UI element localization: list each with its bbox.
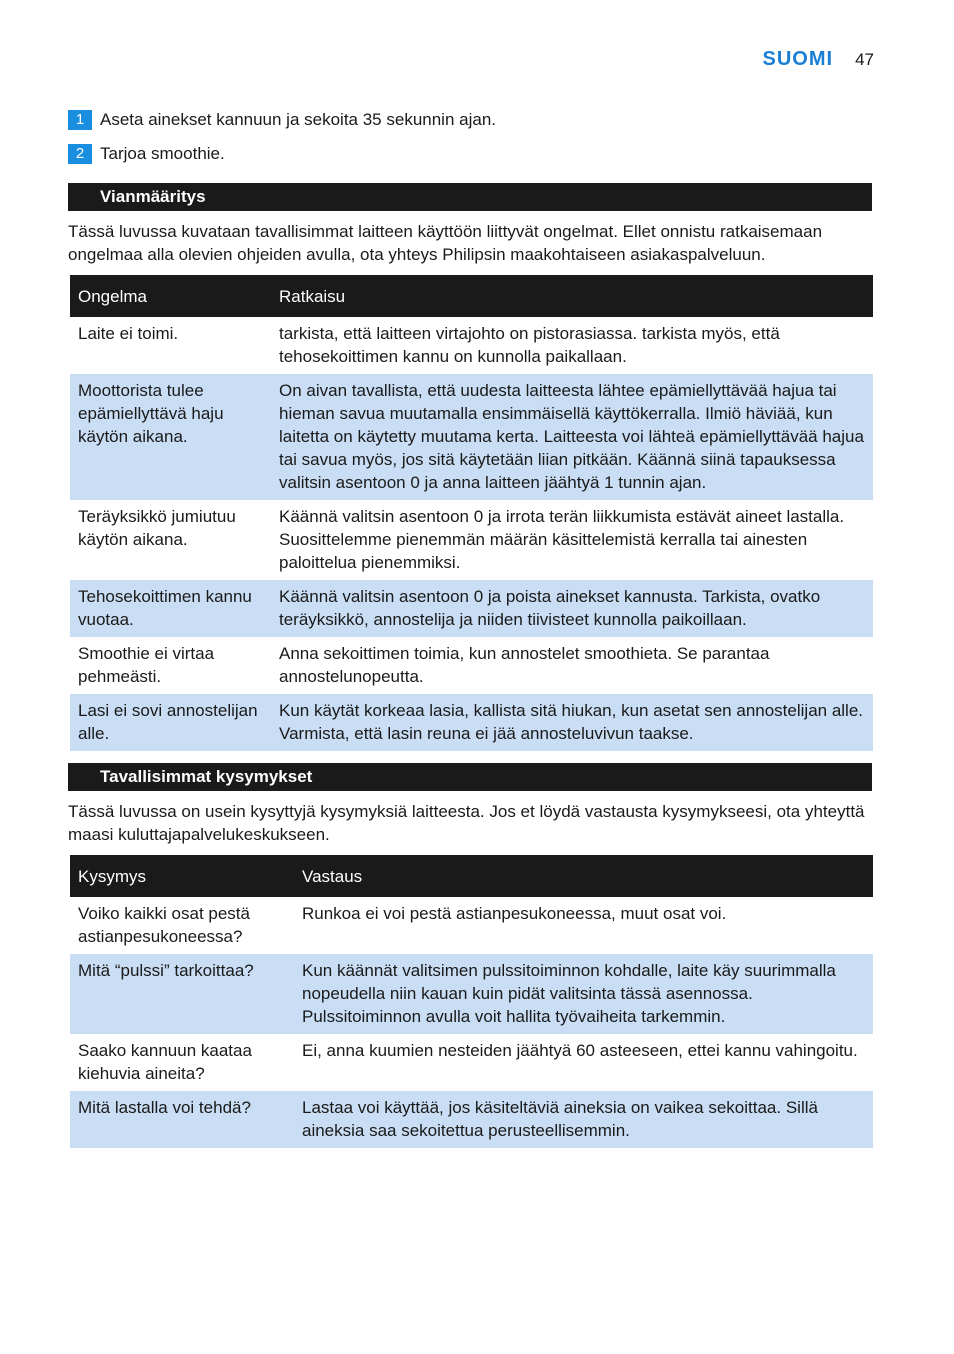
page-number: 47 bbox=[855, 50, 874, 69]
solution-cell: tarkista, että laitteen virtajohto on pistorasiassa. tarkista myös, että tehosekoittimen kannu on kunnolla paikallaan. bbox=[279, 324, 780, 366]
table-row bbox=[70, 580, 873, 637]
step-1 bbox=[68, 108, 496, 131]
step-number-badge: 2 bbox=[68, 144, 92, 164]
faq-table bbox=[70, 855, 873, 1148]
table-row bbox=[70, 317, 873, 374]
solution-cell: Käännä valitsin asentoon 0 ja poista ainekset kannusta. Tarkista, ovatko teräyksikkö, annostelija ja niiden tiivisteet kunnolla paikoillaan. bbox=[271, 580, 873, 637]
table-row bbox=[70, 637, 873, 694]
problem-cell: Teräyksikkö jumiutuu käytön aikana. bbox=[78, 507, 236, 549]
solution-cell: On aivan tavallista, että uudesta laitteesta lähtee epämiellyttävää hajua tai hieman savua muutamalla ensimmäisellä käyttökerralla. Ilmiö häviää, kun laitetta on käytetty muutama kerta. Laitteesta voi lähteä epämiellyttävää hajua tai savua myös, jos sitä käytetään liian pitkään. Käännä siinä tapauksessa valitsin asentoon 0 ja anna laitteen jäähtyä 1 tunnin ajan. bbox=[271, 374, 873, 500]
problem-cell: Lasi ei sovi annostelijan alle. bbox=[70, 694, 271, 751]
step-text: Tarjoa smoothie. bbox=[100, 144, 225, 163]
step-2 bbox=[68, 142, 225, 165]
problem-cell: Smoothie ei virtaa pehmeästi. bbox=[78, 644, 215, 686]
table-row bbox=[70, 500, 873, 580]
table-row bbox=[70, 374, 873, 500]
problem-cell: Moottorista tulee epämiellyttävä haju käytön aikana. bbox=[70, 374, 271, 500]
faq-intro: Tässä luvussa on usein kysyttyjä kysymyksiä laitteesta. Jos et löydä vastausta kysymykseesi, ota yhteyttä maasi kuluttajapalvelukeskukseen. bbox=[68, 802, 865, 844]
troubleshooting-table bbox=[70, 275, 873, 751]
table-row bbox=[70, 1091, 873, 1148]
page-header bbox=[763, 48, 874, 71]
table-header-row bbox=[70, 855, 873, 897]
table-row bbox=[70, 1034, 873, 1091]
question-cell: Voiko kaikki osat pestä astianpesukoneessa? bbox=[78, 904, 250, 946]
troubleshooting-intro: Tässä luvussa kuvataan tavallisimmat laitteen käyttöön liittyvät ongelmat. Ellet onnistu ratkaisemaan ongelmaa alla olevien ohjeiden avulla, ota yhteys Philipsin maakohtaiseen asiakaspalveluun. bbox=[68, 222, 823, 264]
problem-cell: Laite ei toimi. bbox=[78, 324, 179, 343]
solution-cell: Kun käytät korkeaa lasia, kallista sitä hiukan, kun asetat sen annostelijan alle. Varmista, että lasin reuna ei jää annosteluvivun taakse. bbox=[271, 694, 873, 751]
column-header-problem: Ongelma bbox=[70, 275, 271, 317]
table-row bbox=[70, 954, 873, 1034]
answer-cell: Ei, anna kuumien nesteiden jäähtyä 60 asteeseen, ettei kannu vahingoitu. bbox=[302, 1041, 858, 1060]
answer-cell: Runkoa ei voi pestä astianpesukoneessa, muut osat voi. bbox=[302, 904, 727, 923]
table-header-row bbox=[70, 275, 873, 317]
solution-cell: Anna sekoittimen toimia, kun annostelet smoothieta. Se parantaa annostelunopeutta. bbox=[279, 644, 770, 686]
question-cell: Saako kannuun kaataa kiehuvia aineita? bbox=[78, 1041, 252, 1083]
step-number-badge: 1 bbox=[68, 110, 92, 130]
problem-cell: Tehosekoittimen kannu vuotaa. bbox=[70, 580, 271, 637]
answer-cell: Lastaa voi käyttää, jos käsiteltäviä aineksia on vaikea sekoittaa. Sillä aineksia saa sekoitettua perusteellisemmin. bbox=[294, 1091, 873, 1148]
question-cell: Mitä “pulssi” tarkoittaa? bbox=[70, 954, 294, 1034]
table-row bbox=[70, 694, 873, 751]
table-row bbox=[70, 897, 873, 954]
answer-cell: Kun käännät valitsimen pulssitoiminnon kohdalle, laite käy suurimmalla nopeudella niin kauan kuin pidät valitsinta tässä asennossa. Pulssitoiminnon avulla voit hallita työvaiheita tarkemmin. bbox=[294, 954, 873, 1034]
question-cell: Mitä lastalla voi tehdä? bbox=[70, 1091, 294, 1148]
section-title-faq: Tavallisimmat kysymykset bbox=[68, 763, 872, 791]
language-label: SUOMI bbox=[762, 48, 834, 70]
column-header-question: Kysymys bbox=[70, 855, 294, 897]
column-header-solution: Ratkaisu bbox=[271, 275, 873, 317]
section-title-troubleshooting: Vianmääritys bbox=[68, 183, 872, 211]
solution-cell: Käännä valitsin asentoon 0 ja irrota terän liikkumista estävät aineet lastalla. Suosittelemme pienemmän määrän käsittelemistä kerralla tai ainesten paloittelua pienemmiksi. bbox=[279, 507, 845, 572]
column-header-answer: Vastaus bbox=[294, 855, 873, 897]
step-text: Aseta ainekset kannuun ja sekoita 35 sekunnin ajan. bbox=[100, 110, 496, 129]
